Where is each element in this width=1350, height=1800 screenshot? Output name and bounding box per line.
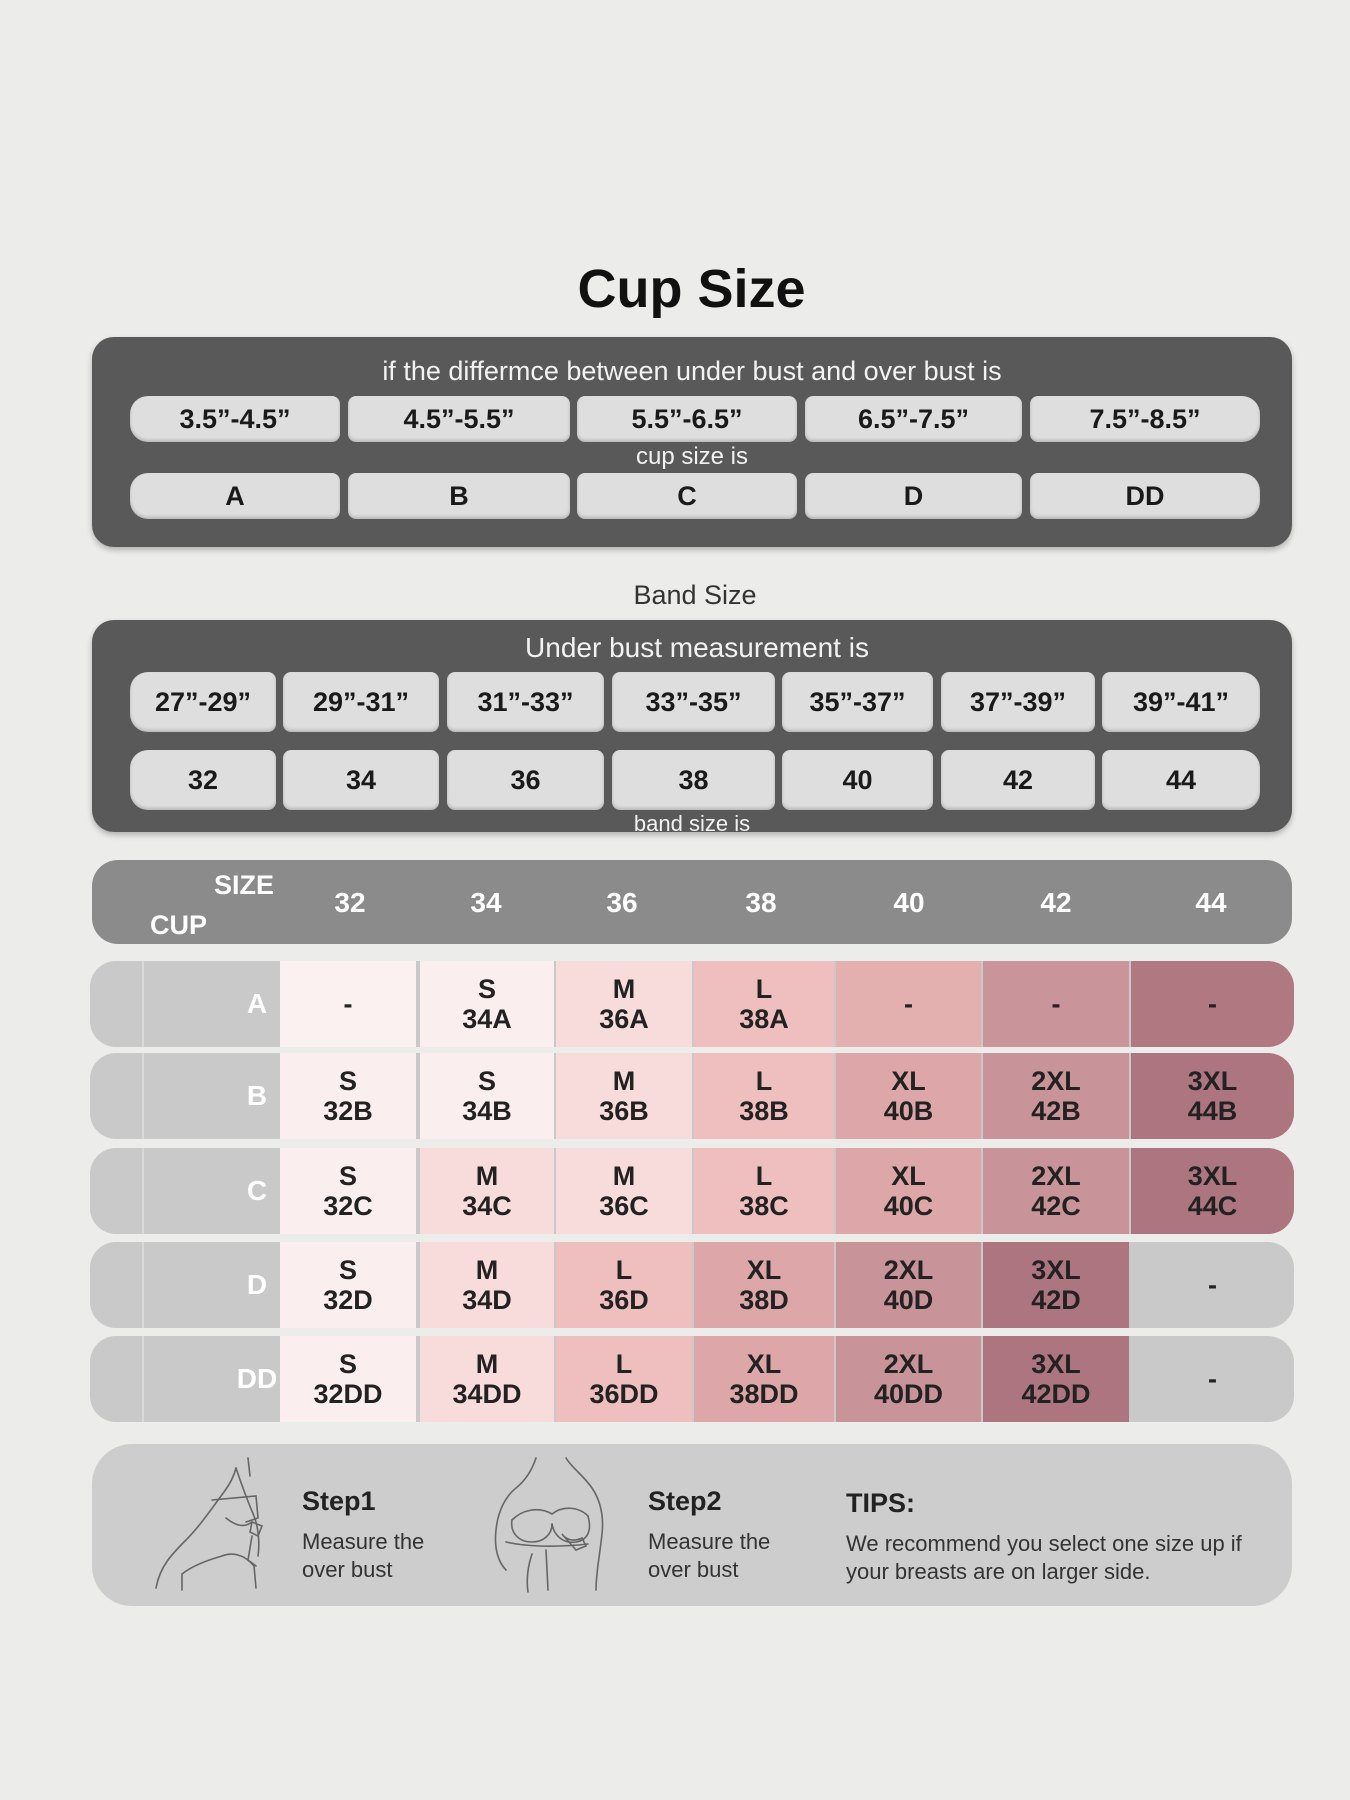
- bra-size: 40C: [883, 1191, 934, 1221]
- size-code: L: [615, 1349, 633, 1379]
- band-number: 38: [612, 750, 775, 810]
- cup-row-label: DD: [236, 1363, 278, 1394]
- size-code: L: [615, 1255, 633, 1285]
- bra-size: 44C: [1187, 1191, 1238, 1221]
- column-header: 32: [334, 887, 366, 918]
- size-cell: [1131, 1053, 1294, 1139]
- bra-size: 38DD: [729, 1379, 799, 1409]
- size-code: 2XL: [1031, 1066, 1081, 1096]
- size-code: M: [475, 1349, 499, 1379]
- size-cell: [1131, 961, 1294, 1047]
- bra-size: 42D: [1031, 1285, 1081, 1315]
- size-code: XL: [746, 1255, 782, 1285]
- band-range: 33”-35”: [612, 672, 775, 732]
- bra-size: 36C: [599, 1191, 649, 1221]
- cup-range: 4.5”-5.5”: [348, 396, 570, 442]
- page-title: Cup Size: [577, 259, 806, 319]
- cup-letter: A: [130, 473, 340, 519]
- size-code: S: [477, 974, 496, 1004]
- size-code: -: [1051, 989, 1061, 1019]
- band-size-heading: Band Size: [633, 580, 757, 610]
- size-cell: [983, 1148, 1129, 1234]
- size-cell: [1131, 1148, 1294, 1234]
- bra-size: 36DD: [589, 1379, 659, 1409]
- bra-size: 40B: [883, 1096, 934, 1126]
- size-code: M: [612, 974, 636, 1004]
- column-header: 40: [893, 887, 925, 918]
- cup-label: CUP: [150, 910, 208, 940]
- cup-mid-caption: cup size is: [635, 443, 749, 470]
- size-code: M: [475, 1161, 499, 1191]
- band-range: 37”-39”: [941, 672, 1095, 732]
- column-header: 36: [606, 887, 638, 918]
- size-cell: [836, 1336, 981, 1422]
- size-cell: [280, 1242, 416, 1328]
- size-cell: [280, 961, 416, 1047]
- bra-size: 32C: [323, 1191, 373, 1221]
- size-code: 3XL: [1187, 1161, 1238, 1191]
- column-header: 38: [745, 887, 777, 918]
- size-cell: [694, 961, 834, 1047]
- band-range: 27”-29”: [130, 672, 276, 732]
- size-cell: [420, 1336, 554, 1422]
- size-cell: [556, 1242, 692, 1328]
- step2-text-line1: Measure the: [648, 1529, 771, 1554]
- cup-range: 5.5”-6.5”: [577, 396, 797, 442]
- band-range: 39”-41”: [1102, 672, 1260, 732]
- bra-size: 34A: [462, 1004, 512, 1034]
- size-code: 2XL: [1031, 1161, 1081, 1191]
- size-code: L: [755, 974, 773, 1004]
- size-code: -: [904, 989, 913, 1019]
- size-code: S: [338, 1349, 357, 1379]
- column-header: 34: [470, 887, 502, 918]
- cup-range: 3.5”-4.5”: [130, 396, 340, 442]
- size-cell: [1131, 1242, 1294, 1328]
- size-cell: [983, 1336, 1129, 1422]
- step1-text-line2: over bust: [302, 1557, 393, 1582]
- band-range: 35”-37”: [782, 672, 933, 732]
- size-cell: [280, 1053, 416, 1139]
- tips-text-line2: your breasts are on larger side.: [846, 1559, 1151, 1584]
- bra-size: 36D: [599, 1285, 649, 1315]
- size-cell: [420, 1148, 554, 1234]
- cup-row-label: C: [246, 1175, 268, 1206]
- size-code: S: [338, 1161, 357, 1191]
- table-row: [90, 1148, 1294, 1234]
- size-code: S: [338, 1255, 357, 1285]
- size-cell: [556, 1053, 692, 1139]
- size-code: L: [755, 1066, 773, 1096]
- band-number: 44: [1102, 750, 1260, 810]
- bra-size: 32B: [323, 1096, 373, 1126]
- step1-text-line1: Measure the: [302, 1529, 425, 1554]
- size-cell: [836, 1053, 981, 1139]
- size-code: 2XL: [883, 1349, 934, 1379]
- tips-title: TIPS:: [846, 1488, 916, 1518]
- size-cell: [983, 1242, 1129, 1328]
- bra-size: 38D: [739, 1285, 789, 1315]
- step2-title: Step2: [648, 1486, 722, 1516]
- size-cell: [556, 961, 692, 1047]
- cup-row-label: B: [246, 1080, 268, 1111]
- size-code: -: [1208, 1364, 1217, 1394]
- column-header: 44: [1195, 887, 1227, 918]
- band-panel-caption: Under bust measurement is: [525, 632, 869, 663]
- size-code: L: [755, 1161, 773, 1191]
- bra-size: 36A: [599, 1004, 649, 1034]
- size-cell: [280, 1336, 416, 1422]
- bra-size: 40DD: [873, 1379, 944, 1409]
- size-code: -: [1208, 989, 1217, 1019]
- cup-letter: D: [805, 473, 1022, 519]
- band-range: 31”-33”: [447, 672, 604, 732]
- band-number: 34: [283, 750, 439, 810]
- band-number: 42: [941, 750, 1095, 810]
- size-code: 3XL: [1031, 1255, 1081, 1285]
- size-cell: [556, 1336, 692, 1422]
- bra-size: 32D: [323, 1285, 373, 1315]
- size-cell: [836, 961, 981, 1047]
- size-code: S: [477, 1066, 496, 1096]
- band-number: 40: [782, 750, 933, 810]
- bra-size: 38B: [739, 1096, 789, 1126]
- band-number: 36: [447, 750, 604, 810]
- bra-size: 34D: [462, 1285, 512, 1315]
- bra-size: 32DD: [313, 1379, 383, 1409]
- bra-size: 42B: [1031, 1096, 1081, 1126]
- size-cell: [694, 1242, 834, 1328]
- size-label: SIZE: [214, 870, 275, 900]
- table-row: [90, 1242, 1294, 1328]
- table-row: [90, 1053, 1294, 1139]
- size-code: 2XL: [883, 1255, 934, 1285]
- size-code: M: [612, 1161, 636, 1191]
- size-cell: [983, 961, 1129, 1047]
- size-code: S: [338, 1066, 357, 1096]
- size-code: M: [475, 1255, 499, 1285]
- table-row: [90, 961, 1294, 1047]
- band-range: 29”-31”: [283, 672, 439, 732]
- size-code: -: [343, 989, 353, 1019]
- size-cell: [694, 1336, 834, 1422]
- size-cell: [694, 1053, 834, 1139]
- size-cell: [836, 1242, 981, 1328]
- size-cell: [420, 1242, 554, 1328]
- cup-panel-caption: if the differmce between under bust and over bust is: [382, 356, 1002, 386]
- size-cell: [420, 1053, 554, 1139]
- cup-row-label: D: [246, 1269, 268, 1300]
- size-code: M: [612, 1066, 636, 1096]
- bra-size: 44B: [1187, 1096, 1238, 1126]
- step2-text-line2: over bust: [648, 1557, 739, 1582]
- bra-size: 38C: [739, 1191, 789, 1221]
- bra-size: 42C: [1031, 1191, 1081, 1221]
- bra-size: 40D: [883, 1285, 934, 1315]
- bra-size: 34B: [462, 1096, 512, 1126]
- size-table-header: [92, 860, 1292, 944]
- bra-size: 38A: [739, 1004, 789, 1034]
- cup-range: 7.5”-8.5”: [1030, 396, 1260, 442]
- bra-size: 34C: [462, 1191, 512, 1221]
- cup-letter: C: [577, 473, 797, 519]
- cup-letter: B: [348, 473, 570, 519]
- band-number: 32: [130, 750, 276, 810]
- size-cell: [836, 1148, 981, 1234]
- size-cell: [556, 1148, 692, 1234]
- measure-bust-illustration: [492, 1454, 622, 1594]
- size-code: XL: [891, 1066, 926, 1096]
- size-code: 3XL: [1187, 1066, 1238, 1096]
- tips-text-line1: We recommend you select one size up if: [846, 1531, 1242, 1556]
- bra-size: 36B: [599, 1096, 649, 1126]
- cup-row-label: A: [246, 988, 268, 1019]
- size-cell: [420, 961, 554, 1047]
- measuring-tips-panel: [92, 1444, 1292, 1606]
- size-cell: [1131, 1336, 1294, 1422]
- size-code: XL: [891, 1161, 926, 1191]
- cup-range: 6.5”-7.5”: [805, 396, 1022, 442]
- table-row: [90, 1336, 1294, 1422]
- cup-letter: DD: [1030, 473, 1260, 519]
- step1-title: Step1: [302, 1486, 376, 1516]
- measure-over-bust-illustration: [152, 1456, 282, 1594]
- bra-size: 34DD: [452, 1379, 522, 1409]
- size-cell: [280, 1148, 416, 1234]
- column-header: 42: [1040, 887, 1072, 918]
- band-bottom-caption: band size is: [633, 811, 751, 836]
- size-cell: [694, 1148, 834, 1234]
- bra-size: 42DD: [1021, 1379, 1091, 1409]
- size-code: 3XL: [1031, 1349, 1081, 1379]
- size-code: -: [1208, 1270, 1217, 1300]
- size-code: XL: [746, 1349, 782, 1379]
- size-cell: [983, 1053, 1129, 1139]
